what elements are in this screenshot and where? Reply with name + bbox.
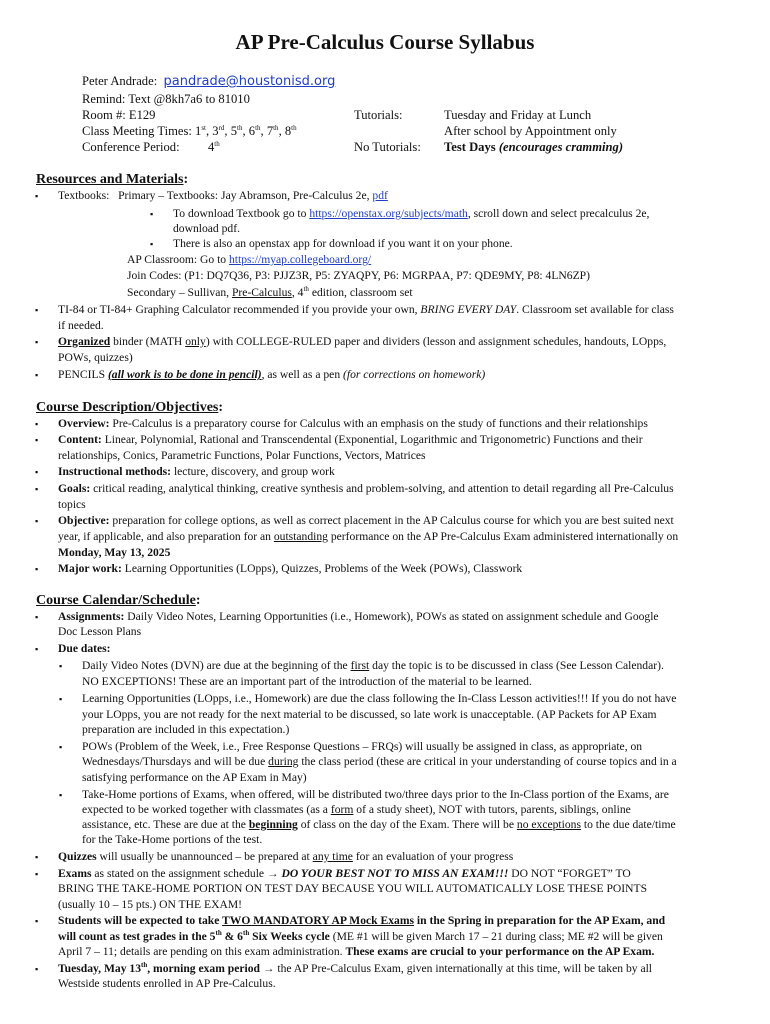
calculator-emphasis: BRING EVERY DAY [420,303,517,316]
pencils-text: PENCILS [58,368,108,381]
bullet-icon: ▪ [35,869,39,879]
conference-line [82,139,180,156]
content-text: Linear, Polynomial, Rational and Transcendental (Exponential, Logarithmic and Trigonometric) Functions and their [101,433,643,446]
download-instructions [173,206,703,222]
take-home-form: form [330,803,354,816]
period-suffix: th [291,123,297,132]
period: 3 [212,124,219,138]
pencils-mid: , as well as a pen [261,368,344,381]
period: 5 [230,124,238,138]
goals-text: critical reading, analytical thinking, creative synthesis and problem-solving, and attention to detail regarding all Pre-Calculus [90,482,674,495]
bullet-icon: ▪ [35,612,39,622]
mock-crucial-text: These exams are crucial to your performance on the AP Exam. [345,945,655,958]
pows-during: during [268,755,299,768]
collegeboard-link[interactable]: https://myap.collegeboard.org/ [229,253,372,266]
room-line: Room #: E129 [82,108,156,122]
assignments-line [58,609,738,625]
binder-only: only [185,335,206,348]
bullet-icon: ▪ [35,467,39,477]
description-heading-text: Course Description/Objectives [36,400,219,415]
quizzes-text: will usually be unannounced – be prepared at [96,850,313,863]
assignments-line-2: Doc Lesson Plans [58,625,142,638]
binder-line-2: POWs, quizzes) [58,351,133,364]
take-home-text: expected to be worked together with classmates (as a [82,803,331,816]
mock-exams-line-3 [58,944,738,960]
binder-text: binder (MATH [110,335,186,348]
calculator-line-2: if needed. [58,319,104,332]
pows-text: Wednesdays/Thursdays and will be due [82,755,269,768]
objective-line [58,513,738,529]
goals-line-2: topics [58,498,86,511]
teacher-line [82,73,335,91]
assignments-text: Daily Video Notes, Learning Opportunities (i.e., Homework), POWs as stated on assignment schedule and Google [124,610,659,623]
period-suffix: th [273,123,279,132]
exams-label: Exams [58,867,92,880]
secondary-title: Pre-Calculus [231,286,292,299]
no-tutorials-value [444,139,623,156]
objective-outstanding: outstanding [273,530,328,543]
major-work-label: Major work: [58,562,122,575]
lopps-line-2: your LOpps, you are not ready for the next material to be discussed, so late work is unacceptable. (AP Packets for AP Exam [82,708,657,721]
heading-colon: : [218,400,224,415]
pencils-note: (for corrections on homework) [343,368,486,381]
textbook-pdf-link[interactable]: pdf [372,189,388,202]
secondary-text-post: edition, classroom set [308,286,413,299]
mock-grades-text-2: & 6 [221,930,243,943]
ap-classroom-line [127,252,727,268]
pows-line-1: POWs (Problem of the Week, i.e., Free Response Questions – FRQs) will usually be assigned in class, as appropriate, on [82,740,643,753]
goals-label: Goals: [58,482,91,495]
take-home-no-exceptions: no exceptions [516,818,581,831]
bullet-icon: ▪ [59,694,63,704]
download-instructions-2: download pdf. [173,222,240,235]
ap-exam-line-2: Westside students enrolled in AP Pre-Calculus. [58,977,276,990]
bullet-icon: ▪ [35,435,39,445]
secondary-text: Secondary – Sullivan, [127,286,232,299]
bullet-icon: ▪ [35,419,39,429]
objective-line-2 [58,529,738,545]
methods-line [58,464,738,480]
take-home-text-post: of a study sheet), NOT with tutors, parents, siblings, online [353,803,631,816]
exams-emphasis: DO YOUR BEST NOT TO MISS AN EXAM!!! [278,867,509,880]
ap-exam-period: , morning exam period [147,962,263,975]
bullet-icon: ▪ [35,916,39,926]
teacher-email-link[interactable]: pandrade@houstonisd.org [163,74,336,89]
dvn-text: Daily Video Notes (DVN) are due at the beginning of the [82,659,351,672]
ap-exam-date: Tuesday, May 13 [58,962,142,975]
exams-text: as stated on the assignment schedule [91,867,267,880]
methods-label: Instructional methods: [58,465,172,478]
period-suffix: st [201,123,206,132]
teacher-name: Peter Andrade: [82,74,158,88]
content-label: Content: [58,433,102,446]
bullet-icon: ▪ [35,191,39,201]
objective-text-2: year, if applicable, and also preparation for an [58,530,274,543]
exams-line-2: BRING THE TAKE-HOME PORTION ON TEST DAY BECAUSE YOU WILL AUTOMATICALLY LOSE THESE POINTS [58,882,648,895]
bullet-icon: ▪ [35,564,39,574]
dvn-text-post: day the topic is to be discussed in class (See Lesson Calendar). [369,659,664,672]
tutorials-label: Tutorials: [354,108,403,122]
overview-line [58,416,738,432]
mock-exams-line-1 [58,913,738,929]
objective-label: Objective: [58,514,110,527]
bullet-icon: ▪ [35,370,39,380]
objective-text: preparation for college options, as well as correct placement in the AP Calculus course for which you are best suited next [109,514,674,527]
due-dates-label [58,641,738,657]
dvn-line-2: NO EXCEPTIONS! These are an important part of the introduction of the material to be learned. [82,675,532,688]
mock-text: Students will be expected to take [58,914,223,927]
quizzes-label: Quizzes [58,850,97,863]
period: 6 [248,124,256,138]
bullet-icon: ▪ [35,516,39,526]
pencils-emphasis: (all work is to be done in pencil) [107,368,262,381]
textbooks-line [58,188,738,204]
overview-label: Overview: [58,417,110,430]
ap-exam-line-1 [58,961,738,977]
quizzes-any-time: any time [312,850,353,863]
openstax-app-note: There is also an openstax app for download if you want it on your phone. [173,237,513,250]
take-home-text-3-post: to the due date/time [580,818,676,831]
class-times-line: Class Meeting Times: 1st, 3rd, 5th, 6th, 7th, 8th [82,123,297,138]
conference-period [208,139,220,156]
download-text-post: , scroll down and select precalculus 2e, [467,207,650,220]
exam-date: Monday, May 13, 2025 [58,546,171,559]
no-tutorials-label: No Tutorials: [354,140,421,154]
ordinal-suffix: th [242,929,250,938]
page-title: AP Pre-Calculus Course Syllabus [235,30,535,54]
ordinal-suffix: th [141,961,148,970]
description-heading [36,399,223,417]
no-tutorials-days: Test Days [444,140,496,154]
tutorials-value-2: After school by Appointment only [444,124,617,138]
calculator-line [58,302,738,318]
take-home-line-1: Take-Home portions of Exams, when offered, will be distributed two/three days prior to the In-Class portion of the Exams, are [82,788,669,801]
textbooks-label: Textbooks: [58,189,110,202]
assignments-label: Assignments: [58,610,125,623]
bullet-icon: ▪ [35,964,39,974]
calculator-text: TI-84 or TI-84+ Graphing Calculator recommended if you provide your own, [58,303,421,316]
heading-colon: : [183,172,189,187]
conference-suffix: th [214,139,220,148]
exams-line [58,866,738,882]
pows-line-3: satisfying performance on the AP Exam in May) [82,771,307,784]
quizzes-line [58,849,738,865]
dvn-line [82,658,732,674]
bullet-icon: ▪ [35,305,39,315]
secondary-textbook [127,285,727,301]
ap-exam-text: the AP Pre-Calculus Exam, given internationally at this time, will be taken by all [274,962,653,975]
quizzes-text-post: for an evaluation of your progress [352,850,514,863]
resources-heading-text: Resources and Materials [36,172,184,187]
mock-dates-text: (ME #1 will be given March 17 – 21 during class; ME #2 will be given [329,930,663,943]
remind-line: Remind: Text @8kh7a6 to 81010 [82,92,250,106]
arrow-right-icon: → [262,962,275,975]
exams-text-post: DO NOT “FORGET” TO [508,867,631,880]
bullet-icon: ▪ [59,790,63,800]
download-text: To download Textbook go to [173,207,310,220]
edition-suffix: th [303,285,309,294]
conference-label: Conference Period: [82,140,180,154]
content-line-2: relationships, Conics, Parametric Functions, Polar Functions, Vectors, Matrices [58,449,426,462]
conference-period-number: 4 [208,140,215,154]
take-home-text-3: assistance, etc. These are due at the [82,818,249,831]
pows-text-post: the class period (these are critical in your understanding of course topics and in a [298,755,677,768]
take-home-line-4: for the Take-Home portions of the test. [82,833,263,846]
overview-text: Pre-Calculus is a preparatory course for Calculus with an emphasis on the study of functions and their relationships [109,417,648,430]
bullet-icon: ▪ [59,742,63,752]
bullet-icon: ▪ [35,337,39,347]
objective-text-2-post: performance on the AP Pre-Calculus Exam administered internationally on [327,530,679,543]
calendar-heading [36,592,201,610]
mock-text-post: in the Spring in preparation for the AP Exam, and [414,914,666,927]
due-dates-text: Due dates: [58,642,111,655]
goals-line [58,481,738,497]
take-home-text-3-mid: of class on the day of the Exam. There will be [297,818,517,831]
ordinal-suffix: th [215,929,222,938]
pencils-line [58,367,738,383]
mock-grades-text: will count as test grades in the 5 [58,930,216,943]
period: 7 [266,124,274,138]
period-suffix: th [255,123,261,132]
primary-textbook: Primary – Textbooks: Jay Abramson, Pre-Calculus 2e, [118,189,373,202]
binder-text-post: ) with COLLEGE-RULED paper and dividers (lesson and assignment schedules, handouts, LOpps, [205,335,667,348]
mock-details-text: April 7 – 11; details are pending on this exam administration. [58,945,346,958]
methods-text: lecture, discovery, and group work [171,465,335,478]
calculator-text-post: . Classroom set available for class [516,303,674,316]
pows-line-2 [82,754,732,770]
lopps-line-1: Learning Opportunities (LOpps, i.e., Homework) are due the class following the In-Class Lesson activities!!! If you do not have [82,692,677,705]
resources-heading [36,171,188,189]
bullet-icon: ▪ [35,484,39,494]
no-tutorials-note: (encourages cramming) [498,140,624,154]
dvn-first: first [350,659,370,672]
mock-exams-line-2 [58,929,738,945]
secondary-edition: , 4 [291,286,304,299]
join-codes: Join Codes: (P1: DQ7Q36, P3: PJJZ3R, P5: ZYAQPY, P6: MGRPAA, P7: QDE9MY, P8: 4LN6ZP) [127,269,590,282]
binder-line [58,334,738,350]
heading-colon: : [195,593,201,608]
exams-line-3: (usually 10 – 15 pts.) ON THE EXAM! [58,898,242,911]
bullet-icon: ▪ [35,644,39,654]
period: 1 [195,124,202,138]
binder-organized: Organized [58,335,111,348]
major-work-line [58,561,738,577]
calendar-heading-text: Course Calendar/Schedule [36,593,196,608]
period: 8 [284,124,292,138]
mock-exams-emphasis: TWO MANDATORY AP Mock Exams [222,914,414,927]
objective-date [58,545,738,561]
openstax-link[interactable]: https://openstax.org/subjects/math [309,207,468,220]
take-home-line-3 [82,817,732,833]
bullet-icon: ▪ [150,239,154,249]
ap-classroom-label: AP Classroom: Go to [127,253,229,266]
bullet-icon: ▪ [35,852,39,862]
arrow-right-icon: → [266,867,279,880]
content-line [58,432,738,448]
tutorials-value-1: Tuesday and Friday at Lunch [444,108,592,122]
class-times-label: Class Meeting Times: [82,124,196,138]
bullet-icon: ▪ [150,209,154,219]
take-home-beginning: beginning [248,818,298,831]
bullet-icon: ▪ [59,661,63,671]
take-home-line-2 [82,802,732,818]
major-work-text: Learning Opportunities (LOpps), Quizzes, Problems of the Week (POWs), Classwork [121,562,523,575]
lopps-line-3: preparation are included in this expectation.) [82,723,290,736]
mock-grades-text-3: Six Weeks cycle [249,930,330,943]
period-suffix: th [237,123,243,132]
period-suffix: rd [218,123,225,132]
